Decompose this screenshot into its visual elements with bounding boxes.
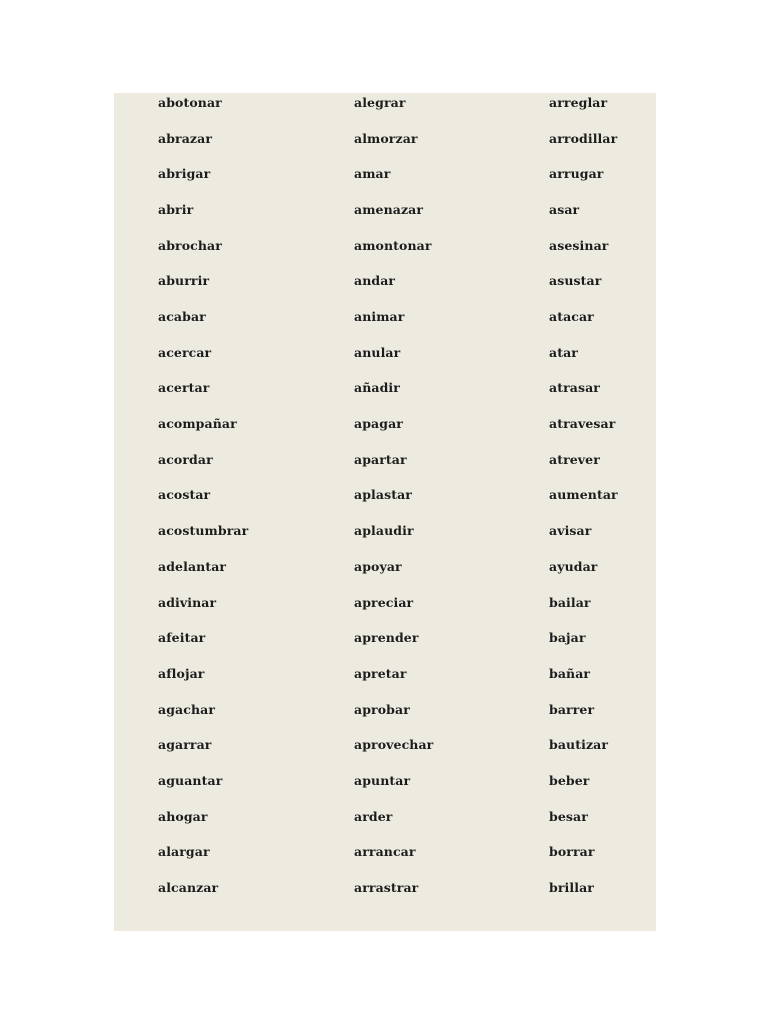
verb-list-table [114, 93, 656, 931]
verb-word: aplaudir [354, 523, 414, 539]
verb-word: brillar [549, 879, 594, 895]
verb-word: atacar [549, 309, 594, 325]
verb-word: afeitar [158, 630, 206, 646]
verb-word: apreciar [354, 594, 414, 610]
verb-word: apagar [354, 416, 403, 432]
verb-word: almorzar [354, 130, 418, 146]
verb-word: agarrar [158, 737, 212, 753]
verb-word: amenazar [354, 202, 424, 218]
verb-word: arrodillar [549, 130, 618, 146]
verb-word: atrasar [549, 380, 600, 396]
verb-word: adelantar [158, 558, 227, 574]
verb-word: acercar [158, 344, 212, 360]
verb-word: arrastrar [354, 879, 419, 895]
verb-word: beber [549, 772, 590, 788]
verb-word: amontonar [354, 237, 432, 253]
verb-word: besar [549, 808, 588, 824]
verb-word: arreglar [549, 95, 608, 110]
verb-word: alegrar [354, 95, 406, 110]
verb-word: abrazar [158, 130, 213, 146]
verb-word: acompañar [158, 416, 237, 432]
verb-word: acordar [158, 451, 213, 467]
verb-word: abotonar [158, 95, 222, 110]
verb-word: abrochar [158, 237, 222, 253]
verb-word: abrir [158, 202, 194, 218]
verb-word: asustar [549, 273, 602, 289]
verb-word: atar [549, 344, 578, 360]
verb-word: aumentar [549, 487, 618, 503]
verb-word: barrer [549, 701, 595, 717]
verb-word: atravesar [549, 416, 616, 432]
verb-word: bautizar [549, 737, 609, 753]
verb-word: aguantar [158, 772, 223, 788]
verb-word: aprovechar [354, 737, 434, 753]
verb-word: acertar [158, 380, 210, 396]
verb-word: asesinar [549, 237, 609, 253]
verb-word: aplastar [354, 487, 412, 503]
verb-word: apretar [354, 665, 407, 681]
verb-word: apuntar [354, 772, 411, 788]
verb-word: aprobar [354, 701, 410, 717]
verb-word: ahogar [158, 808, 208, 824]
verb-word: aburrir [158, 273, 210, 289]
verb-word: animar [354, 309, 405, 325]
verb-word: aflojar [158, 665, 205, 681]
verb-word: bañar [549, 665, 591, 681]
verb-word: abrigar [158, 166, 211, 182]
verb-word: acabar [158, 309, 206, 325]
verb-word: andar [354, 273, 396, 289]
verb-word: adivinar [158, 594, 217, 610]
verb-word: arrugar [549, 166, 604, 182]
verb-word: amar [354, 166, 391, 182]
verb-word: apartar [354, 451, 407, 467]
verb-word: arrancar [354, 844, 416, 860]
verb-word: bailar [549, 594, 591, 610]
verb-word: apoyar [354, 558, 402, 574]
verb-word: avisar [549, 523, 592, 539]
verb-word: asar [549, 202, 580, 218]
verb-word: alargar [158, 844, 210, 860]
verb-word: acostumbrar [158, 523, 249, 539]
verb-word: alcanzar [158, 879, 219, 895]
verb-word: aprender [354, 630, 419, 646]
verb-word: acostar [158, 487, 211, 503]
verb-word: agachar [158, 701, 216, 717]
verb-word: bajar [549, 630, 586, 646]
verb-word: añadir [354, 380, 400, 396]
verb-word: borrar [549, 844, 595, 860]
verb-word: atrever [549, 451, 600, 467]
verb-word: ayudar [549, 558, 598, 574]
verb-word: anular [354, 344, 401, 360]
verb-word: arder [354, 808, 393, 824]
